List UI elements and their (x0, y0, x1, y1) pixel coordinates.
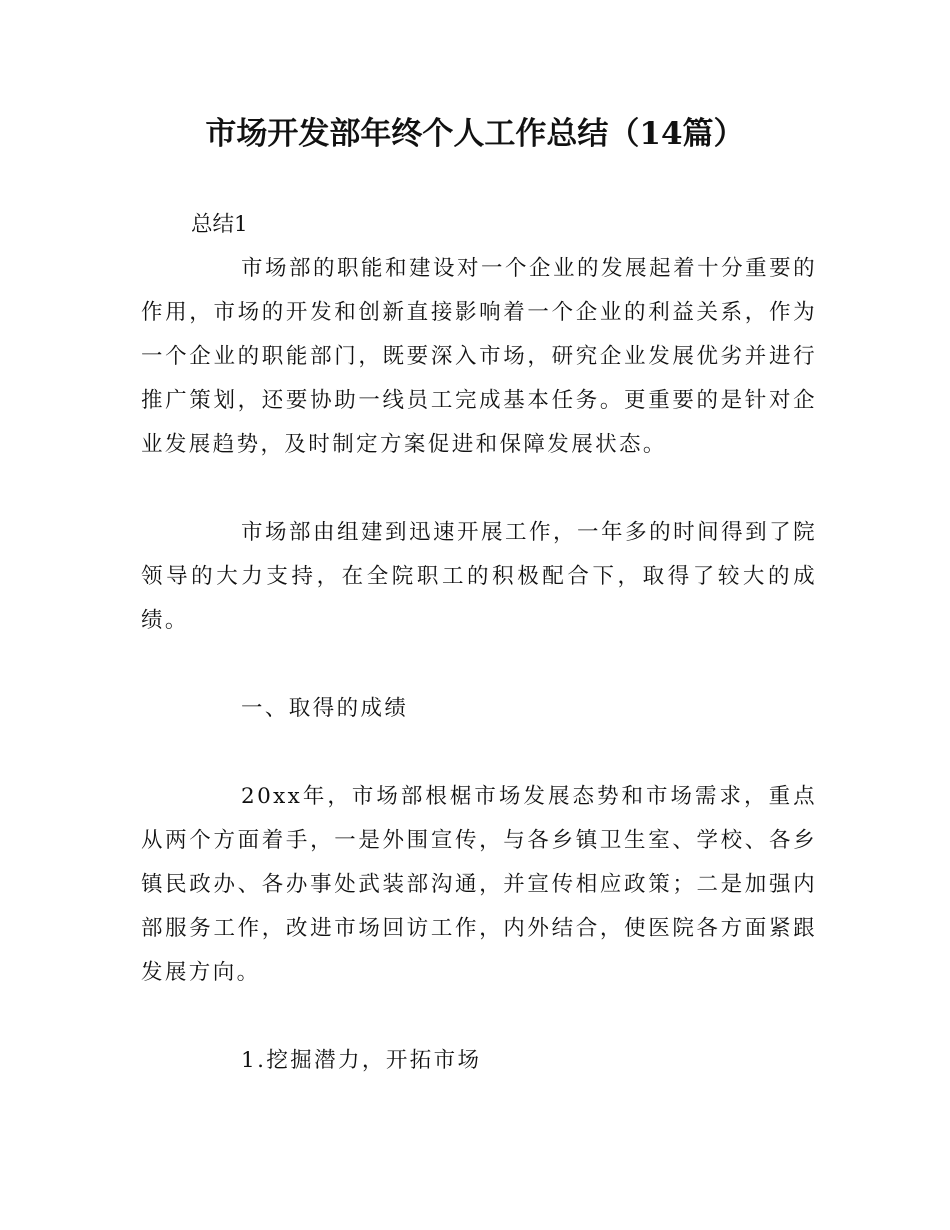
spacer (141, 731, 817, 775)
heading-achievements: 一、取得的成绩 (241, 696, 409, 721)
spacer (141, 995, 817, 1039)
heading-market-expansion: 1.挖掘潜力，开拓市场 (241, 1048, 482, 1073)
spacer (141, 643, 817, 687)
paragraph-1: 市场部的职能和建设对一个企业的发展起着十分重要的作用，市场的开发和创新直接影响着一个企业的利益关系，作为一个企业的职能部门，既要深入市场，研究企业发展优劣并进行推广策划，还要协助一线员工完成基本任务。更重要的是针对企业发展趋势，及时制定方案促进和保障发展状态。 (141, 256, 817, 457)
spacer (141, 467, 817, 511)
paragraph-3: 20xx年，市场部根椐市场发展态势和市场需求，重点从两个方面着手，一是外围宣传，与各乡镇卫生室、学校、各乡镇民政办、各办事处武装部沟通，并宣传相应政策；二是加强内部服务工作，改进市场回访工作，内外结合，使医院各方面紧跟发展方向。 (141, 784, 817, 985)
section-label: 总结1 (191, 212, 248, 237)
paragraph-2: 市场部由组建到迅速开展工作，一年多的时间得到了院领导的大力支持，在全院职工的积极配合下，取得了较大的成绩。 (141, 520, 817, 633)
document-title: 市场开发部年终个人工作总结（14篇） (205, 116, 745, 152)
document-body (141, 203, 817, 1083)
